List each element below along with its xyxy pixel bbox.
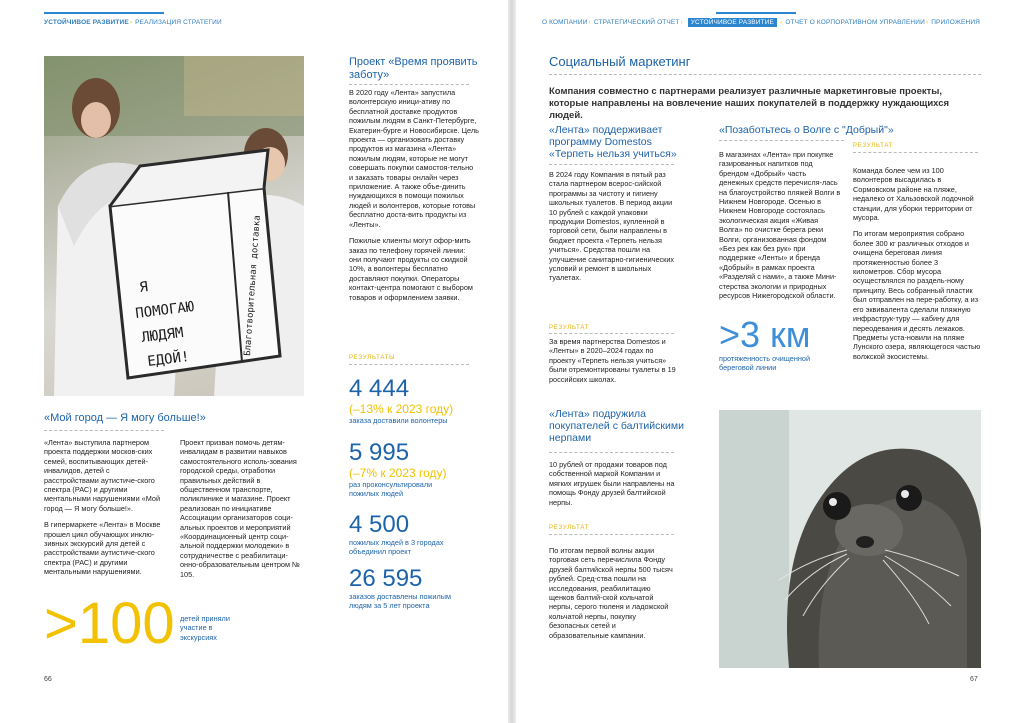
paragraph: В гипермаркете «Лента» в Москве прошел цикл обучающих инклю-зивных экскурсий для детей с расстройствами аутистиче-ского спектра (РАС) и другими ментальными нарушениями. (44, 520, 161, 577)
paragraph: Проект призван помочь детям-инвалидам в развитии навыков самостоятельного исполь-зования городской среды, отработки правильных действий в общественном транспорте, поликлинике и магазине. Проект реализован по инициативе Ассоциации организаторов соци-альных проектов и мероприятий «Координационный центр соци-альной поддержки молодежи» в сотрудничестве с реабилитаци-онно-образовательным центром № 105. (180, 438, 300, 579)
stat-orders-5-years (349, 566, 499, 611)
nav-item-appendices[interactable]: ПРИЛОЖЕНИЯ (931, 19, 980, 26)
kids-stat (44, 591, 175, 656)
moy-gorod-title: «Мой город — Я могу больше!» (44, 412, 206, 424)
stat-change: (–7% к 2023 году) (349, 466, 447, 480)
stat-value: 3 км (740, 314, 811, 355)
stat-caption: заказов доставлены пожилым людям за 5 лет проекта (349, 592, 451, 611)
stat-value: 4 444 (349, 375, 410, 402)
page-number-right: 67 (970, 676, 978, 683)
header-accent-bar-left (44, 12, 164, 14)
paragraph: Пожилые клиенты могут офор-мить заказ по телефону горячей линии: они получают продукты со скидкой 10%, а волонтеры бесплатно доставляют покупки. Операторы контакт-центра помогают с выбором товаров и оформлением заявки. (349, 236, 473, 302)
volunteers-illustration (44, 56, 304, 396)
nav-item-sustainability[interactable]: УСТОЙЧИВОЕ РАЗВИТИЕ (688, 18, 777, 27)
nav-item-about[interactable]: О КОМПАНИИ (541, 19, 588, 26)
seals-title: «Лента» подружила покупателей с балтийскими нерпами (549, 408, 684, 445)
nav-item-strategy[interactable]: СТРАТЕГИЧЕСКИЙ ОТЧЕТ (593, 19, 680, 26)
domestos-result-label: РЕЗУЛЬТАТ (549, 325, 590, 331)
stat-caption: раз проконсультировали пожилых людей (349, 480, 433, 499)
care-title: Проект «Время проявить заботу» (349, 56, 478, 81)
moy-gorod-col2 (180, 438, 306, 586)
stat-orders-delivered (349, 376, 499, 425)
header-left[interactable]: УСТОЙЧИВОЕ РАЗВИТИЕ› РЕАЛИЗАЦИЯ СТРАТЕГИИ (44, 19, 222, 26)
stat-caption: заказа доставили волонтеры (349, 416, 448, 425)
svg-text:Я: Я (138, 279, 149, 296)
moy-gorod-col1 (44, 438, 162, 584)
care-results-label: РЕЗУЛЬТАТЫ (349, 355, 396, 361)
seal-photo (719, 410, 981, 668)
seals-result: По итогам первой волны акции торговая сеть перечислила Фонду друзей балтийской нерпы 500 тысяч рублей. Сред-ства пошли на исследования, реабилитацию щенков балтий-ской кольчатой нерпы, серого тюленя и ладожской кольчатой нерпы, покупку безопасных сетей и образовательные кампании. (549, 546, 673, 640)
stat-change: (–13% к 2023 году) (349, 402, 454, 416)
paragraph: Команда более чем из 100 волонтеров высадилась в Сормовском районе на пляже, недалеко от Хальзовской лодочной станции, для уборки территории от мусора. (853, 166, 974, 223)
stat-people-united (349, 512, 499, 557)
divider (719, 140, 844, 141)
header-section: УСТОЙЧИВОЕ РАЗВИТИЕ (44, 19, 129, 26)
svg-text:ПОМОГАЮ: ПОМОГАЮ (134, 298, 196, 322)
page-number-left: 66 (44, 676, 52, 683)
stat-value: 5 995 (349, 439, 410, 466)
stat-prefix: > (44, 591, 78, 656)
divider (549, 164, 674, 165)
page-gutter (508, 0, 516, 723)
volunteers-photo (44, 56, 304, 396)
paragraph: «Лента» выступила партнером проекта поддержки москов-ских семей, воспитывающих детей-инвалидов, детей с расстройствами аутистиче-ского спектра (РАС) и другими ментальными нарушениями «Мой город — Я могу больше!». (44, 438, 161, 513)
svg-text:ЕДОЙ!: ЕДОЙ! (146, 348, 191, 370)
divider (549, 534, 674, 535)
header-accent-bar-right (716, 12, 796, 14)
domestos-title: «Лента» поддерживает программу Domestos «Терпеть нельзя учиться» (549, 124, 677, 161)
volga-stat (719, 316, 811, 354)
volga-result-label: РЕЗУЛЬТАТ (853, 143, 894, 149)
seals-result-label: РЕЗУЛЬТАТ (549, 525, 590, 531)
social-marketing-intro: Компания совместно с партнерами реализует различные маркетинговые проекты, которые направлены на вовлечение наших покупателей в поддержку нуждающихся людей. (549, 86, 950, 121)
divider (349, 84, 469, 85)
volga-body: В магазинах «Лента» при покупке газированных напитков под брендом «Добрый» часть денежных средств перечисля-лась на благоустройство пляжей Волги в Нижнем Новгороде. Осенью в Нижнем Новгороде состоялась экологическая акция «Живая Волга» по очистке берега реки Волги, организованная фондом «Без рек как без рук» при поддержке «Ленты» и бренда «Добрый» в рамках проекта «Разделяй с нами», а также Мини-стерства экологии и природных ресурсов Нижегородской области. (719, 150, 841, 301)
paragraph: В 2020 году «Лента» запустила волонтерскую иници-ативу по бесплатной доставке продуктов пожилым людям в Санкт-Петербурге, Екатерин-бурге и Новосибирске. Цель проекта — организовать доставку продуктов из магазина «Лента» пожилым людям, которые не могут совершать покупки самостоя-тельно и заказать товары онлайн через приложение. А также объе-динить нуждающихся в помощи пожилых людей и волонтеров, которые готовы бесплатно доста-вить продукты из «Ленты». (349, 88, 479, 229)
kids-stat-caption: детей приняли участие в экскурсиях (180, 614, 230, 642)
social-marketing-title: Социальный маркетинг (549, 54, 691, 69)
divider (549, 452, 674, 453)
nav-item-governance[interactable]: ОТЧЕТ О КОРПОРАТИВНОМ УПРАВЛЕНИИ (785, 19, 925, 26)
divider (853, 152, 978, 153)
header-nav-right: О КОМПАНИИ‹ СТРАТЕГИЧЕСКИЙ ОТЧЕТ‹ УСТОЙЧИВОЕ РАЗВИТИЕ ‹ ОТЧЕТ О КОРПОРАТИВНОМ УПРАВЛЕНИИ‹ ПРИЛОЖЕНИЯ (541, 19, 980, 26)
svg-text:ЛЮДЯМ: ЛЮДЯМ (140, 324, 185, 346)
svg-text:Благотворительная доставка: Благотворительная доставка (243, 214, 263, 357)
domestos-result: За время партнерства Domestos и «Ленты» в 2020–2024 годах по проекту «Терпеть нельзя учиться» были отремонтированы туалеты в 19 российских школах. (549, 337, 676, 384)
divider (549, 333, 674, 334)
stat-consultations (349, 440, 499, 499)
seal-illustration (719, 410, 981, 668)
care-body (349, 88, 479, 309)
volga-stat-caption: протяженность очищенной береговой линии (719, 354, 811, 373)
divider (549, 74, 981, 75)
divider (44, 430, 164, 431)
stat-value: 4 500 (349, 511, 410, 538)
volga-title: «Позаботьтесь о Волге с "Добрый"» (719, 124, 894, 136)
stat-value: 100 (77, 591, 175, 656)
header-subsection: РЕАЛИЗАЦИЯ СТРАТЕГИИ (135, 19, 222, 26)
divider (349, 364, 469, 365)
paragraph: По итогам мероприятия собрано более 300 кг различных отходов и очищена береговая линия протяженностью более 3 километров. Сбор мусора осуществлялся по раздель-ному принципу. Весь собранный пластик был отправлен на пере-работку, а из его эквивалента сделали пляжную инфраструк-туру — кабину для переодевания и десять лежаков. Предметы уста-новили на пляже Лунского озера, являющегося частью волжской экосистемы. (853, 229, 981, 361)
domestos-body: В 2024 году Компания в пятый раз стала партнером всерос-сийской программы за чистоту и гигиену школьных туалетов. В период акции 10 рублей с каждой упаковки продукции Domestos, купленной в торговой сети, были направлены в бюджет проекта «Терпеть нельзя учиться». Средства пошли на улучшение санитарно-гигиенических условий и ремонт в школьных туалетах. (549, 170, 675, 283)
stat-prefix: > (719, 314, 741, 355)
stat-value: 26 595 (349, 565, 423, 592)
stat-caption: пожилых людей в 3 городах объединил проект (349, 538, 444, 557)
volga-result (853, 166, 981, 368)
seals-body: 10 рублей от продажи товаров под собственной маркой Компании и мягких игрушек были направлены на помощь Фонду друзей балтийской нерпы. (549, 460, 675, 507)
